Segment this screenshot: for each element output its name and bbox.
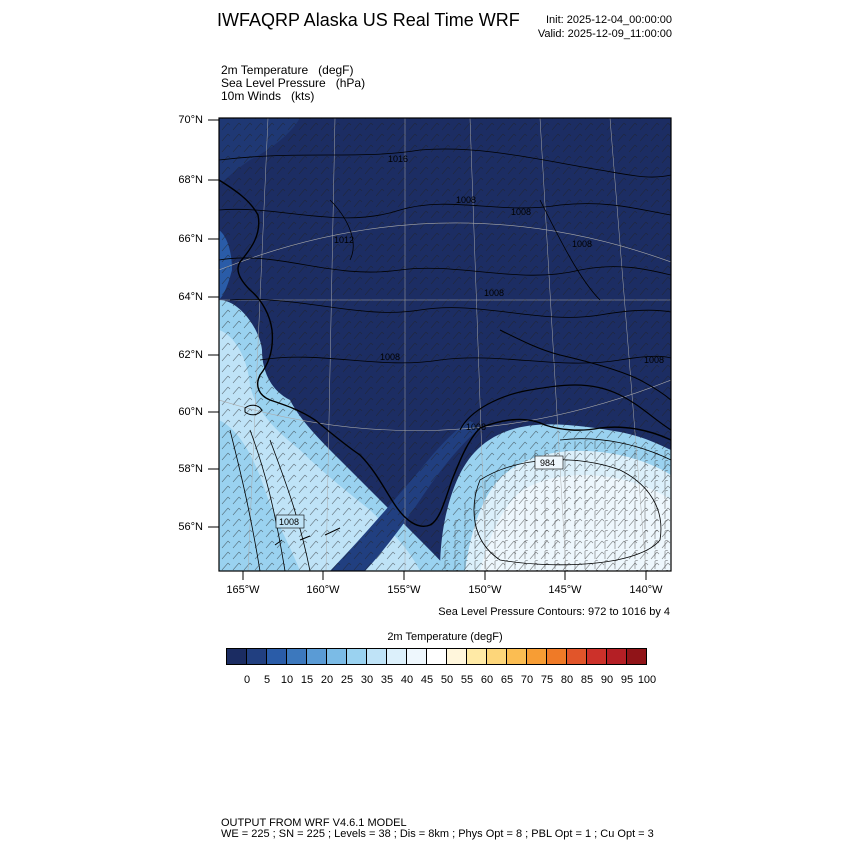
lon-label-155w: 155°W: [387, 584, 421, 596]
colorbar-label: 55: [460, 674, 474, 686]
colorbar-label: 60: [480, 674, 494, 686]
colorbar-label: 30: [360, 674, 374, 686]
colorbar-swatch: [227, 649, 247, 664]
field-pressure: Sea Level Pressure (hPa): [221, 76, 366, 90]
colorbar-label: 80: [560, 674, 574, 686]
lon-label-165w: 165°W: [226, 584, 260, 596]
footer-model: OUTPUT FROM WRF V4.6.1 MODEL: [221, 817, 407, 829]
colorbar-label: 65: [500, 674, 514, 686]
colorbar-swatch: [527, 649, 547, 664]
contour-label: 1008: [380, 352, 401, 362]
lat-label-58n: 58°N: [178, 463, 203, 475]
colorbar-swatch: [587, 649, 607, 664]
colorbar-title: 2m Temperature (degF): [387, 631, 503, 643]
lat-label-60n: 60°N: [178, 406, 203, 418]
colorbar-swatch: [627, 649, 646, 664]
colorbar-label: 70: [520, 674, 534, 686]
colorbar: [226, 648, 647, 665]
lat-label-56n: 56°N: [178, 521, 203, 533]
colorbar-label: 45: [420, 674, 434, 686]
colorbar-label: 35: [380, 674, 394, 686]
colorbar-swatch: [487, 649, 507, 664]
contour-label: 984: [540, 458, 556, 468]
contour-label: 1012: [334, 235, 355, 245]
lon-label-145w: 145°W: [548, 584, 582, 596]
lon-label-140w: 140°W: [629, 584, 663, 596]
colorbar-swatch: [427, 649, 447, 664]
colorbar-label: 0: [243, 674, 251, 686]
temperature-field: [219, 118, 671, 571]
contour-label: 1008: [484, 288, 505, 298]
lon-label-160w: 160°W: [306, 584, 340, 596]
colorbar-swatch: [307, 649, 327, 664]
contour-label: 1008: [511, 207, 532, 217]
field-winds: 10m Winds (kts): [221, 89, 315, 103]
valid-time: Valid: 2025-12-09_11:00:00: [537, 28, 672, 40]
colorbar-swatch: [567, 649, 587, 664]
colorbar-label: 20: [320, 674, 334, 686]
lat-label-62n: 62°N: [178, 349, 203, 361]
colorbar-label: 95: [620, 674, 634, 686]
colorbar-label: 40: [400, 674, 414, 686]
colorbar-swatch: [327, 649, 347, 664]
colorbar-label: 25: [340, 674, 354, 686]
field-temperature: 2m Temperature (degF): [221, 63, 354, 77]
colorbar-label: 85: [580, 674, 594, 686]
colorbar-swatch: [447, 649, 467, 664]
colorbar-label: 100: [637, 674, 657, 686]
contour-label: 1016: [388, 154, 409, 164]
colorbar-swatch: [387, 649, 407, 664]
lon-label-150w: 150°W: [468, 584, 502, 596]
contour-note: Sea Level Pressure Contours: 972 to 1016 by 4: [438, 606, 670, 618]
model-footer: [221, 818, 654, 840]
lat-label-66n: 66°N: [178, 233, 203, 245]
colorbar-swatch: [507, 649, 527, 664]
colorbar-label: 5: [263, 674, 271, 686]
colorbar-label: 15: [300, 674, 314, 686]
colorbar-label: 90: [600, 674, 614, 686]
colorbar-label: 10: [280, 674, 294, 686]
colorbar-swatch: [607, 649, 627, 664]
init-time: Init: 2025-12-04_00:00:00: [546, 14, 672, 26]
colorbar-swatch: [267, 649, 287, 664]
colorbar-label: 75: [540, 674, 554, 686]
colorbar-swatch: [287, 649, 307, 664]
contour-label: 1008: [572, 239, 593, 249]
colorbar-swatch: [367, 649, 387, 664]
contour-label: 1008: [279, 517, 300, 527]
contour-label: 1008: [456, 195, 477, 205]
lat-label-68n: 68°N: [178, 174, 203, 186]
colorbar-swatch: [547, 649, 567, 664]
contour-label: 1008: [644, 355, 665, 365]
lat-label-70n: 70°N: [178, 114, 203, 126]
colorbar-swatch: [407, 649, 427, 664]
colorbar-swatch: [347, 649, 367, 664]
page-title: IWFAQRP Alaska US Real Time WRF: [217, 10, 520, 30]
footer-config: WE = 225 ; SN = 225 ; Levels = 38 ; Dis = 8km ; Phys Opt = 8 ; PBL Opt = 1 ; Cu Opt = 3: [221, 828, 654, 840]
colorbar-swatch: [247, 649, 267, 664]
colorbar-swatch: [467, 649, 487, 664]
colorbar-label: 50: [440, 674, 454, 686]
contour-label: 1008: [466, 422, 487, 432]
lat-label-64n: 64°N: [178, 291, 203, 303]
